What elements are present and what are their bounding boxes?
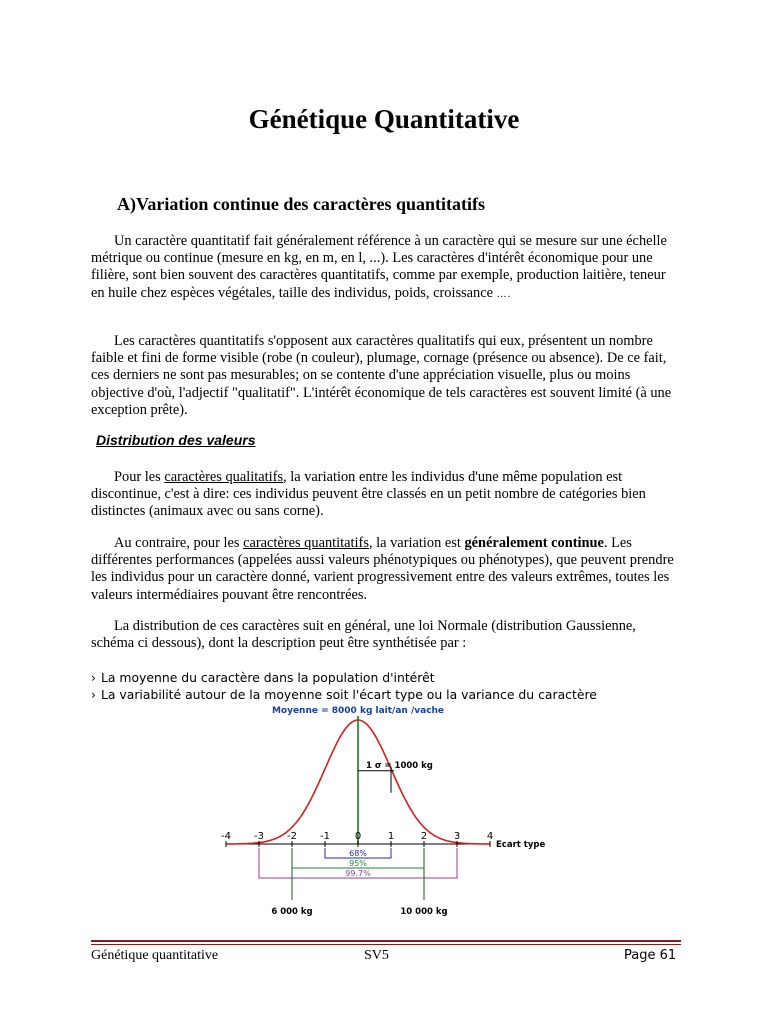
paragraph-4-pre: Au contraire, pour les <box>114 535 244 551</box>
bullet-item-1 <box>91 669 597 686</box>
x-tick-label: -4 <box>221 831 231 842</box>
right-value-label: 10 000 kg <box>400 907 448 917</box>
interval-bracket <box>325 848 391 858</box>
left-value-label: 6 000 kg <box>271 907 313 917</box>
paragraph-3-pre: Pour les <box>114 469 165 485</box>
x-tick-label: -2 <box>287 831 297 842</box>
paragraph-3 <box>91 469 681 521</box>
paragraph-4-post: . Les différentes performances (appelées aussi valeurs phénotypiques ou phénotypes), que peuvent prendre les individus pour un caractère donné, varient progressivement entre des valeurs extrêmes, toutes les valeurs intermédiaires pouvant être rencontrées. <box>91 535 674 603</box>
chart-title: Moyenne = 8000 kg lait/an /vache <box>271 706 445 716</box>
bullet-item-1-text: La moyenne du caractère dans la population d'intérêt <box>100 670 435 685</box>
x-tick-label: 1 <box>387 831 395 842</box>
x-tick-label: 4 <box>486 831 494 842</box>
interval-label: 68% <box>349 849 367 858</box>
link-caracteres-qualitatifs: caractères qualitatifs <box>164 469 284 485</box>
paragraph-4-bold: généralement continue <box>464 535 604 551</box>
footer-level: SV5 <box>364 948 389 963</box>
section-heading-a: A)Variation continue des caractères quantitatifs <box>117 194 485 214</box>
link-caracteres-quantitatifs: caractères quantitatifs <box>243 535 369 551</box>
paragraph-5-text: La distribution de ces caractères suit en général, une loi Normale (distribution Gaussienne, schéma ci dessous), dont la description peut être synthétisée par : <box>91 618 636 652</box>
x-tick-label: 2 <box>420 831 428 842</box>
paragraph-2-text: Les caractères quantitatifs s'opposent aux caractères qualitatifs qui eux, présentent un nombre faible et fini de forme visible (robe (n couleur), plumage, cornage (présence ou absence). De ce fait, ces derniers ne sont pas mesurables; on se contente d'une appréciation visuelle, plus ou moins objective d'où, l'adjectif "qualitatif". L'intérêt économique de tels caractères est souvent limité (à une exception prête). <box>91 333 672 418</box>
x-tick-label: -3 <box>254 831 264 842</box>
normal-distribution-chart <box>215 700 565 920</box>
interval-label: 99.7% <box>345 869 371 878</box>
footer-divider <box>91 940 681 942</box>
paragraph-1 <box>91 233 681 303</box>
paragraph-1-dots: …. <box>496 288 512 300</box>
paragraph-2 <box>91 333 681 419</box>
x-tick-label: 3 <box>453 831 461 842</box>
footer-page-number: Page 61 <box>624 948 677 963</box>
paragraph-1-text: Un caractère quantitatif fait généralement référence à un caractère qui se mesure sur une échelle métrique ou continue (mesure en kg, en m, en l, ...). Les caractères d'intérêt économique pour une filière, sont bien souvent des caractères quantitatifs, comme par exemple, production laitière, teneur en huile chez espèces végétales, taille des individus, poids, croissance <box>91 233 667 301</box>
paragraph-5 <box>91 618 681 652</box>
footer-course: Génétique quantitative <box>91 948 219 963</box>
x-tick-label: -1 <box>320 831 330 842</box>
sigma-label: 1 σ = 1000 kg <box>366 760 433 771</box>
paragraph-4-mid: , la variation est <box>368 535 465 551</box>
x-axis-label: Ecart type <box>496 840 546 850</box>
footer-divider-thin <box>91 944 681 945</box>
interval-label: 95% <box>349 859 367 868</box>
page-title: Génétique Quantitative <box>248 104 520 134</box>
subheading-distribution: Distribution des valeurs <box>96 432 256 448</box>
bullet-item-2-text: La variabilité autour de la moyenne soit l'écart type ou la variance du caractère <box>100 687 597 702</box>
bullet-marker-icon: › <box>91 687 96 702</box>
x-tick-label: 0 <box>354 831 362 842</box>
paragraph-4 <box>91 535 681 604</box>
paragraph-3-post: , la variation entre les individus d'une même population est discontinue, c'est à dire: ces individus peuvent être classés en un petit nombre de catégories bien distinctes (animaux avec ou sans corne). <box>91 469 646 520</box>
bullet-list <box>91 669 597 703</box>
bullet-marker-icon: › <box>91 670 96 685</box>
